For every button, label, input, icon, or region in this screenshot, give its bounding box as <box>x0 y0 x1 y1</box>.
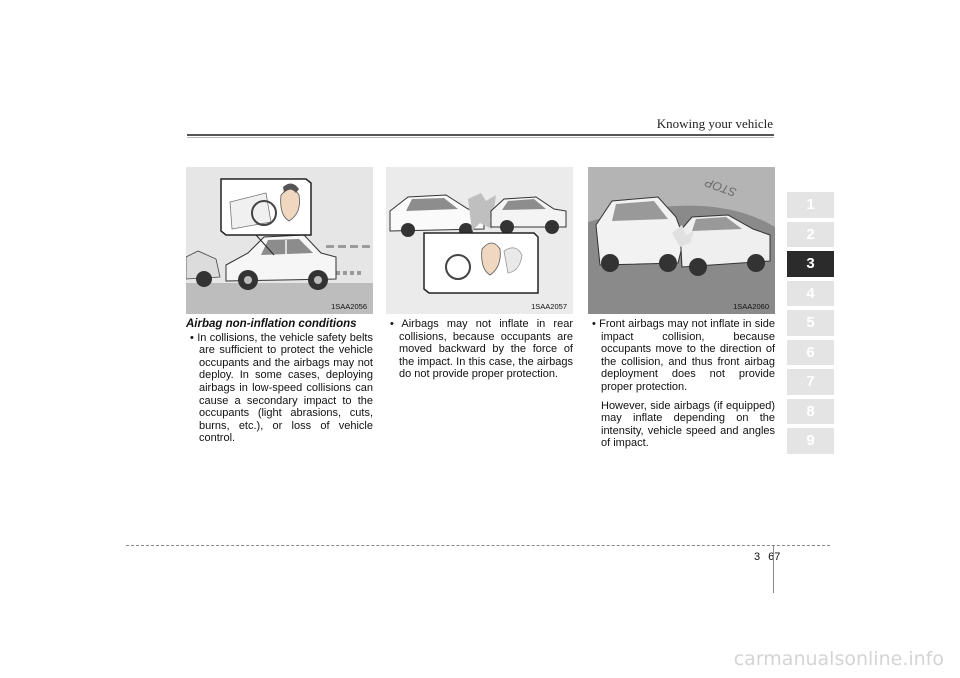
section-heading: Airbag non-inflation conditions <box>186 318 357 330</box>
chapter-tabs <box>787 192 834 458</box>
page-number <box>754 551 780 563</box>
road-stop-text: STOP <box>703 175 739 200</box>
footer-vertical-line <box>773 545 774 593</box>
chapter-tab-4[interactable]: 4 <box>787 281 834 307</box>
page-header-title: Knowing your vehicle <box>656 116 773 131</box>
column-left <box>186 318 373 445</box>
chapter-tab-7[interactable]: 7 <box>787 369 834 395</box>
bullet-paragraph: • In collisions, the vehicle safety belts are sufficient to protect the vehicle occupants and the airbags may not deploy. In some cases, deploying airbags in low-speed collisions can cause a secondary impact to the occupants (light abrasions, cuts, burns, etc.), or loss of vehicle control. <box>190 331 373 445</box>
chapter-tab-6[interactable]: 6 <box>787 340 834 366</box>
chapter-tab-9[interactable]: 9 <box>787 428 834 454</box>
chapter-tab-2[interactable]: 2 <box>787 222 834 248</box>
chapter-tab-8[interactable]: 8 <box>787 399 834 425</box>
chapter-tab-3[interactable]: 3 <box>787 251 834 277</box>
figure-front-collision <box>186 167 373 314</box>
column-middle <box>386 318 573 381</box>
bullet-paragraph: • Airbags may not inflate in rear collisions, because occupants are moved backward by the force of the impact. In this case, the airbags do not provide proper protection. <box>390 318 573 381</box>
footer-divider <box>126 545 830 546</box>
column-right <box>588 318 775 450</box>
header-divider <box>187 134 774 136</box>
figure-code: 1SAA2056 <box>331 302 367 311</box>
chapter-tab-1[interactable]: 1 <box>787 192 834 218</box>
chapter-tab-5[interactable]: 5 <box>787 310 834 336</box>
figure-rear-collision <box>386 167 573 314</box>
figure-code: 1SAA2060 <box>733 302 769 311</box>
body-paragraph: However, side airbags (if equipped) may inflate depending on the intensity, vehicle speed and angles of impact. <box>601 399 775 450</box>
watermark: carmanualsonline.info <box>733 648 944 670</box>
figure-side-collision <box>588 167 775 314</box>
page-number-value: 67 <box>768 551 781 563</box>
bullet-paragraph: • Front airbags may not inflate in side impact collision, because occupants move to the direction of the collision, and thus front airbag deployment does not provide proper protection. <box>592 318 775 393</box>
page-chapter: 3 <box>754 551 761 563</box>
figure-code: 1SAA2057 <box>531 302 567 311</box>
header-divider-thin <box>187 137 774 138</box>
